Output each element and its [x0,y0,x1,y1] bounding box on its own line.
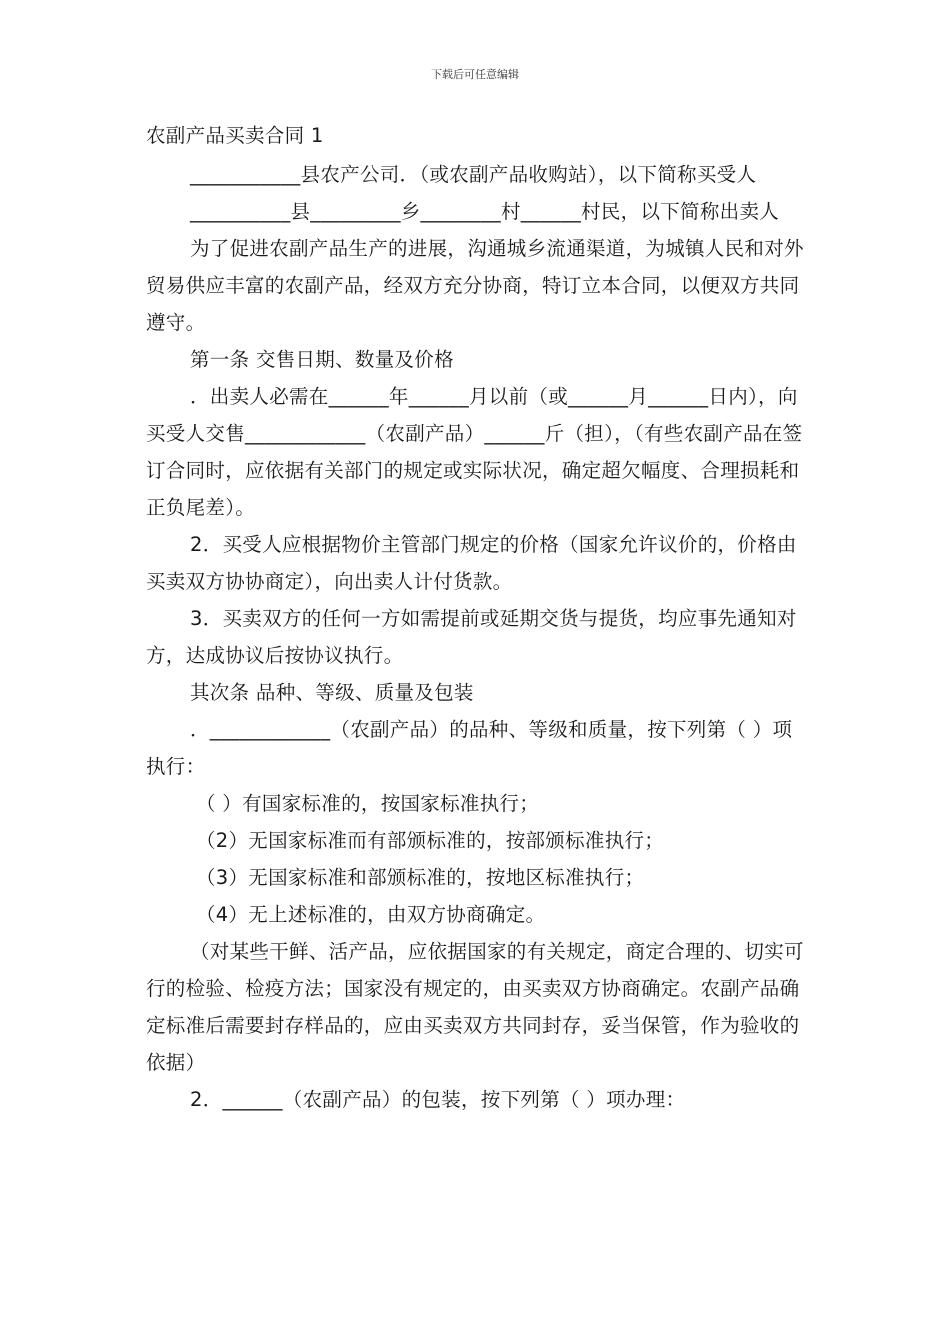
document-title: 农副产品买卖合同 1 [146,124,324,147]
paragraph-purpose: 为了促进农副产品生产的进展，沟通城乡流通渠道，为城镇人民和对外贸易供应丰富的农副产品，经双方充分协商，特订立本合同，以便双方共同遵守。 [146,237,804,334]
article-1-clause-1: ．出卖人必需在______年______月以前（或______月______日内），向买受人交售____________（农副产品）______斤（担），（有些农副产品在签订合同时，应依据有关部门的规定或实际状况，确定超欠幅度、合理损耗和正负尾差）。 [146,385,803,519]
article-2-clause-2: 2．______（农副产品）的包装，按下列第（ ）项办理： [190,1088,686,1111]
sample-note: （对某些干鲜、活产品，应依据国家的有关规定，商定合理的、切实可行的检验、检疫方法；国家没有规定的，由买卖双方协商确定。农副产品确定标准后需要封存样品的，应由买卖双方共同封存，妥当保管，作为验收的依据） [146,940,804,1074]
article-1-clause-3: 3．买卖双方的任何一方如需提前或延期交货与提货，均应事先通知对方，达成协议后按协议执行。 [146,607,797,667]
standard-option-4: （4）无上述标准的，由双方协商确定。 [196,903,546,926]
article-2-heading: 其次条 品种、等级、质量及包装 [190,681,474,704]
page-header-note: 下载后可任意编辑 [431,68,519,81]
standard-option-3: （3）无国家标准和部颁标准的，按地区标准执行； [196,866,645,889]
document-body [146,117,808,1118]
article-1-heading: 第一条 交售日期、数量及价格 [190,348,454,371]
paragraph-buyer: ___________县农产公司．（或农副产品收购站），以下简称买受人 [190,163,757,186]
article-2-clause-1: ．____________（农副产品）的品种、等级和质量，按下列第（ ）项执行： [146,718,793,778]
standard-option-1: （ ）有国家标准的，按国家标准执行； [196,792,540,815]
paragraph-seller: __________县_________乡________村______村民，以下简称出卖人 [190,200,780,223]
article-1-clause-2: 2．买受人应根据物价主管部门规定的价格（国家允许议价的，价格由买卖双方协协商定），向出卖人计付货款。 [146,533,797,593]
standard-option-2: （2）无国家标准而有部颁标准的，按部颁标准执行； [196,829,665,852]
